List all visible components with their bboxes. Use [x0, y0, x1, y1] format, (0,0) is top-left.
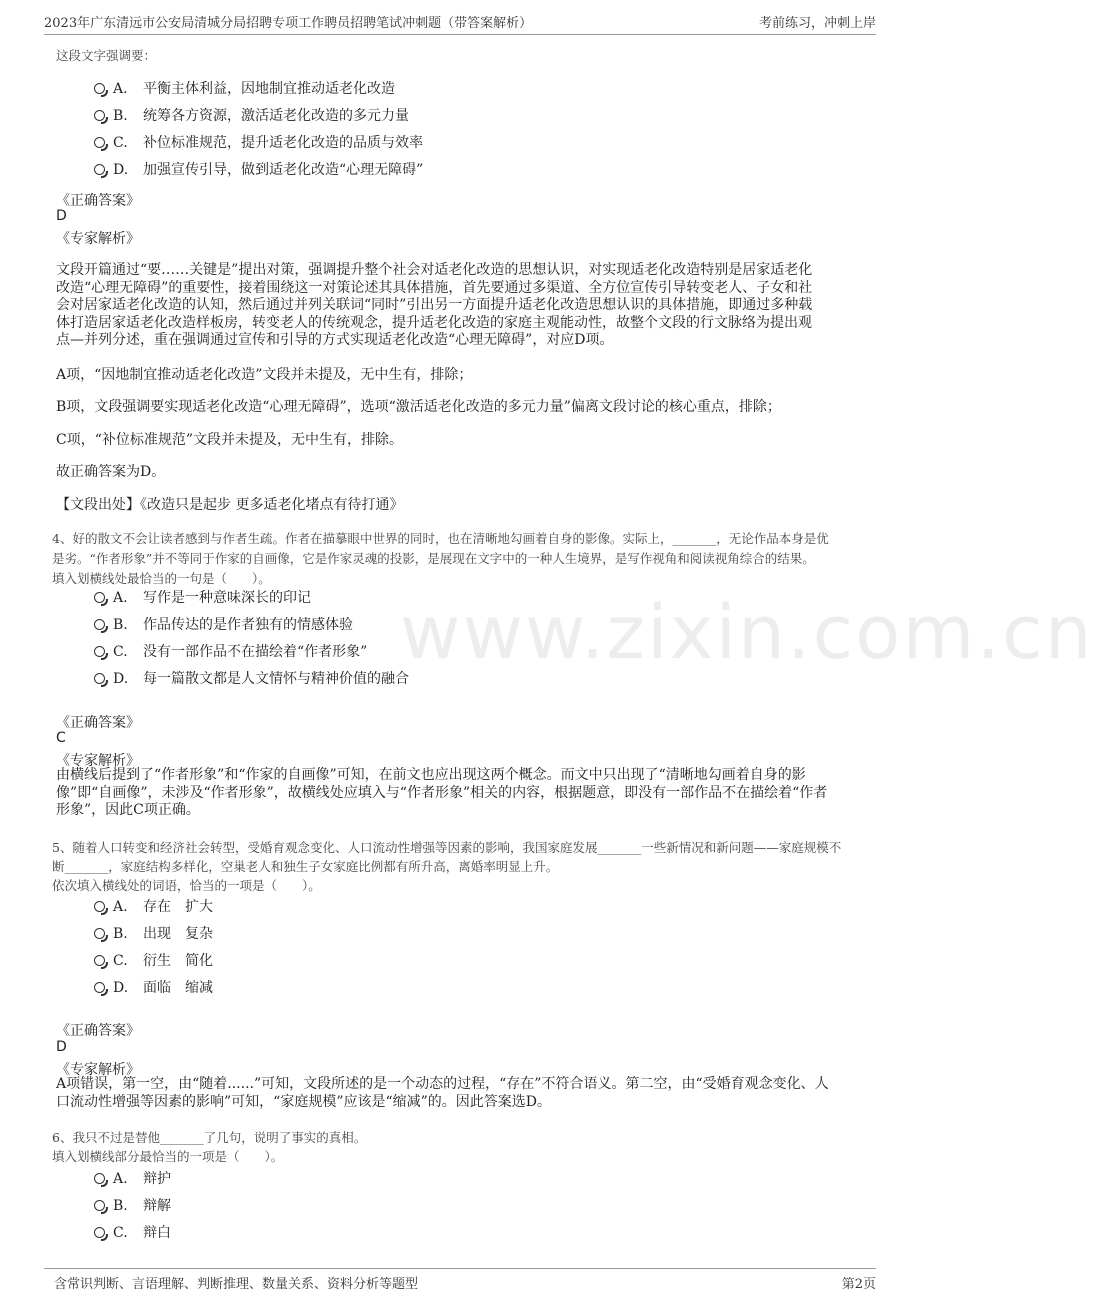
q6-stem: 6、我只不过是替他_______了几句，说明了事实的真相。 填入划横线部分最恰当的一项是（ ）。	[52, 1130, 367, 1164]
q3-source: 【文段出处】《改造只是起步 更多适老化堵点有待打通》	[56, 497, 404, 513]
q3-option-d[interactable]: D. 加强宣传引导，做到适老化改造“心理无障碍”	[94, 160, 423, 180]
q5-answer-label: 《正确答案》	[56, 1023, 140, 1039]
radio-icon[interactable]	[94, 1227, 105, 1238]
q3-stem-tail: 这段文字强调要：	[56, 48, 157, 63]
q5-stem: 5、随着人口转变和经济社会转型，受婚育观念变化、人口流动性增强等因素的影响，我国家庭发展_______一些新情况和新问题——家庭规模不 断_______，家庭结构多样化，空巢老人和独生子女家庭比例都有所升高，离婚率明显上升。 依次填入横线处的词语，恰当的一项是（ ）。	[52, 840, 842, 893]
footer-topics: 含常识判断、言语理解、判断推理、数量关系、资料分析等题型	[54, 1277, 419, 1292]
q4-option-b[interactable]: B. 作品传达的是作者独有的情感体验	[94, 615, 353, 635]
q3-option-a[interactable]: A. 平衡主体利益，因地制宜推动适老化改造	[94, 79, 395, 99]
page-number: 第2页	[841, 1277, 876, 1292]
q5-option-b[interactable]: B. 出现 复杂	[94, 924, 213, 944]
q4-option-a[interactable]: A. 写作是一种意味深长的印记	[94, 588, 311, 608]
radio-icon[interactable]	[94, 83, 105, 94]
document-title: 2023年广东清远市公安局清城分局招聘专项工作聘员招聘笔试冲刺题（带答案解析）	[44, 16, 533, 31]
radio-icon[interactable]	[94, 137, 105, 148]
q6-option-a[interactable]: A. 辩护	[94, 1169, 171, 1189]
q5-analysis: A项错误，第一空，由“随着......”可知，文段所述的是一个动态的过程，“存在”不符合语义。第二空，由“受婚育观念变化、人 口流动性增强等因素的影响”可知，“家庭规模”应该是“缩减”的。因此答案选D。	[56, 1076, 829, 1110]
radio-icon[interactable]	[94, 901, 105, 912]
radio-icon[interactable]	[94, 592, 105, 603]
q5-answer: D	[56, 1039, 67, 1055]
q3-answer: D	[56, 208, 67, 224]
q5-option-a[interactable]: A. 存在 扩大	[94, 897, 213, 917]
q3-analysis-c: C项，“补位标准规范”文段并未提及，无中生有，排除。	[56, 432, 404, 448]
q6-option-c[interactable]: C. 辩白	[94, 1223, 171, 1243]
radio-icon[interactable]	[94, 982, 105, 993]
q4-answer: C	[56, 730, 66, 746]
q3-conclusion: 故正确答案为D。	[56, 464, 166, 480]
radio-icon[interactable]	[94, 1173, 105, 1184]
radio-icon[interactable]	[94, 646, 105, 657]
q4-option-d[interactable]: D. 每一篇散文都是人文情怀与精神价值的融合	[94, 669, 409, 689]
radio-icon[interactable]	[94, 619, 105, 630]
q4-analysis-label: 《专家解析》	[56, 753, 140, 769]
q3-option-c[interactable]: C. 补位标准规范，提升适老化改造的品质与效率	[94, 133, 423, 153]
q3-analysis: 文段开篇通过“要……关键是”提出对策，强调提升整个社会对适老化改造的思想认识，对实现适老化改造特别是居家适老化 改造“心理无障碍”的重要性，接着围绕这一对策论述其具体措施，首先要通过多渠道、全方位宣传引导转变老人、子女和社 会对居家适老化改造的认知，然后通过并列关联词“同时”引出另一方面提升适老化改造思想认识的具体措施，即通过多种载 体打造居家适老化改造样板房，转变老人的传统观念，提升适老化改造的家庭主观能动性，故整个文段的行文脉络为提出观 点—并列分述，重在强调通过宣传和引导的方式实现适老化改造“心理无障碍”，对应D项。	[56, 262, 813, 348]
radio-icon[interactable]	[94, 110, 105, 121]
q4-option-c[interactable]: C. 没有一部作品不在描绘着“作者形象”	[94, 642, 367, 662]
q5-option-c[interactable]: C. 衍生 简化	[94, 951, 213, 971]
radio-icon[interactable]	[94, 164, 105, 175]
q3-analysis-label: 《专家解析》	[56, 231, 140, 247]
q4-stem: 4、好的散文不会让读者感到与作者生疏。作者在描摹眼中世界的同时，也在清晰地勾画着自身的影像。实际上，_______，无论作品本身是优 是劣。“作者形象”并不等同于作家的自画像，它是作家灵魂的投影，是展现在文字中的一种人生境界，是写作视角和阅读视角综合的结果。 填入划横线处最恰当的一句是（ ）。	[52, 531, 829, 586]
radio-icon[interactable]	[94, 673, 105, 684]
q4-answer-label: 《正确答案》	[56, 715, 140, 731]
radio-icon[interactable]	[94, 1200, 105, 1211]
radio-icon[interactable]	[94, 928, 105, 939]
page-footer	[44, 1268, 876, 1295]
q5-option-d[interactable]: D. 面临 缩减	[94, 978, 213, 998]
page-header	[44, 8, 876, 35]
q3-option-b[interactable]: B. 统筹各方资源，激活适老化改造的多元力量	[94, 106, 409, 126]
q3-answer-label: 《正确答案》	[56, 193, 140, 209]
q3-analysis-b: B项，文段强调要实现适老化改造“心理无障碍”，选项“激活适老化改造的多元力量”偏离文段讨论的核心重点，排除；	[56, 399, 781, 415]
q6-option-b[interactable]: B. 辩解	[94, 1196, 171, 1216]
q5-analysis-label: 《专家解析》	[56, 1062, 140, 1078]
watermark: www.zixin.com.cn	[400, 590, 1094, 676]
q4-analysis: 由横线后提到了“作者形象”和“作家的自画像”可知，在前文也应出现这两个概念。而文中只出现了“清晰地勾画着自身的影 像”即“自画像”，未涉及“作者形象”，故横线处应填入与“作者形象”相关的内容，根据题意，即没有一部作品不在描绘着“作者 形象”，因此C项正确。	[56, 767, 828, 818]
q3-analysis-a: A项，“因地制宜推动适老化改造”文段并未提及，无中生有，排除；	[56, 367, 473, 383]
radio-icon[interactable]	[94, 955, 105, 966]
header-slogan: 考前练习，冲刺上岸	[758, 16, 876, 31]
